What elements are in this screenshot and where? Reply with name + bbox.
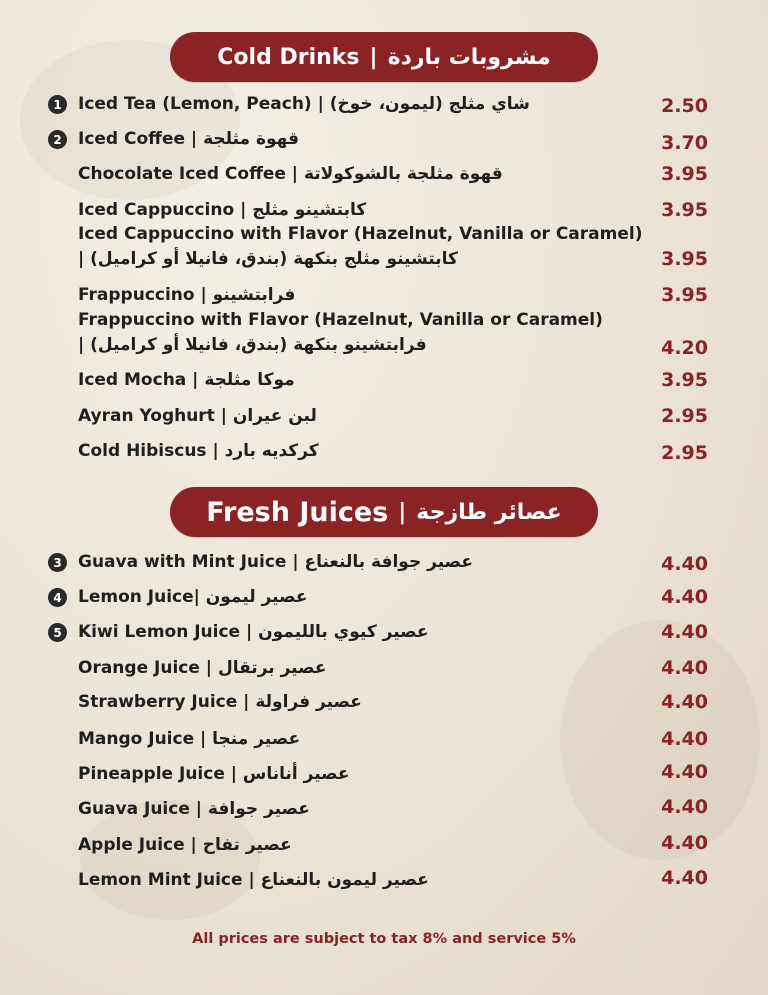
item-price: 2.95 [661, 442, 708, 464]
item-number-badge: 1 [48, 95, 67, 114]
menu-item [0, 833, 768, 863]
item-name-arabic: | كابتشينو مثلج بنكهة (بندق، فانيلا أو كراميل) [78, 249, 458, 269]
title-separator: | [398, 499, 407, 525]
item-price: 3.95 [661, 163, 708, 185]
menu-item [0, 727, 768, 757]
item-price: 4.40 [661, 761, 708, 783]
item-name: Guava Juice | عصير جوافة [78, 799, 310, 819]
title-separator: | [369, 44, 378, 70]
item-name: Iced Coffee | قهوة مثلجة [78, 129, 299, 149]
item-name: Iced Tea (Lemon, Peach) | شاي مثلج (ليمون، خوخ) [78, 94, 530, 114]
menu-item [0, 797, 768, 827]
item-price: 2.50 [661, 95, 708, 117]
item-price: 2.95 [661, 405, 708, 427]
item-price: 4.40 [661, 553, 708, 575]
item-price: 3.95 [661, 248, 708, 270]
item-name: Lemon Juice| عصير ليمون [78, 587, 308, 607]
menu-item [0, 439, 768, 469]
item-name: Iced Mocha | موكا مثلجة [78, 370, 295, 390]
item-price: 3.95 [661, 284, 708, 306]
menu-item [0, 585, 768, 615]
fresh-juices-banner [170, 487, 598, 537]
item-number-badge: 2 [48, 130, 67, 149]
item-price: 4.40 [661, 621, 708, 643]
item-price: 4.40 [661, 832, 708, 854]
item-price: 3.95 [661, 199, 708, 221]
menu-item [0, 762, 768, 792]
item-price: 4.40 [661, 796, 708, 818]
item-price: 4.20 [661, 337, 708, 359]
menu-item [0, 308, 768, 360]
menu-item [0, 550, 768, 580]
item-price: 3.70 [661, 132, 708, 154]
menu-item [0, 222, 768, 274]
item-name: Mango Juice | عصير منجا [78, 729, 301, 749]
cold-drinks-title-en: Cold Drinks [217, 44, 360, 70]
menu-item [0, 92, 768, 122]
item-name: Ayran Yoghurt | لبن عيران [78, 406, 317, 426]
menu-item [0, 368, 768, 398]
item-name: Pineapple Juice | عصير أناناس [78, 764, 350, 784]
item-name: Guava with Mint Juice | عصير جوافة بالنعناع [78, 552, 473, 572]
item-name: Frappuccino | فرابتشينو [78, 285, 296, 305]
item-price: 4.40 [661, 691, 708, 713]
fresh-juices-title-ar: عصائر طازجة [416, 499, 562, 525]
item-price: 4.40 [661, 867, 708, 889]
menu-item [0, 690, 768, 720]
menu-item [0, 162, 768, 192]
menu-item [0, 620, 768, 650]
menu-item [0, 127, 768, 157]
tax-service-note: All prices are subject to tax 8% and service 5% [192, 931, 576, 947]
item-name: Frappuccino with Flavor (Hazelnut, Vanilla or Caramel) [78, 310, 603, 330]
cold-drinks-title-ar: مشروبات باردة [387, 44, 551, 70]
item-price: 4.40 [661, 728, 708, 750]
fresh-juices-title-en: Fresh Juices [206, 496, 389, 528]
item-name: Lemon Mint Juice | عصير ليمون بالنعناع [78, 870, 429, 890]
item-name: Apple Juice | عصير تفاح [78, 835, 292, 855]
item-name: Iced Cappuccino | كابتشينو مثلج [78, 200, 367, 220]
item-price: 4.40 [661, 586, 708, 608]
item-price: 3.95 [661, 369, 708, 391]
menu-item [0, 404, 768, 434]
item-number-badge: 3 [48, 553, 67, 572]
cold-drinks-banner [170, 32, 598, 82]
item-name: Orange Juice | عصير برتقال [78, 658, 327, 678]
menu-item [0, 868, 768, 898]
item-name: Kiwi Lemon Juice | عصير كيوي بالليمون [78, 622, 429, 642]
item-name: Iced Cappuccino with Flavor (Hazelnut, Vanilla or Caramel) [78, 224, 643, 244]
item-name: Strawberry Juice | عصير فراولة [78, 692, 362, 712]
item-number-badge: 4 [48, 588, 67, 607]
item-price: 4.40 [661, 657, 708, 679]
item-name-arabic: | فرابتشينو بنكهة (بندق، فانيلا أو كراميل) [78, 335, 427, 355]
item-name: Chocolate Iced Coffee | قهوة مثلجة بالشوكولاتة [78, 164, 503, 184]
menu-item [0, 656, 768, 686]
item-number-badge: 5 [48, 623, 67, 642]
item-name: Cold Hibiscus | كركديه بارد [78, 441, 319, 461]
